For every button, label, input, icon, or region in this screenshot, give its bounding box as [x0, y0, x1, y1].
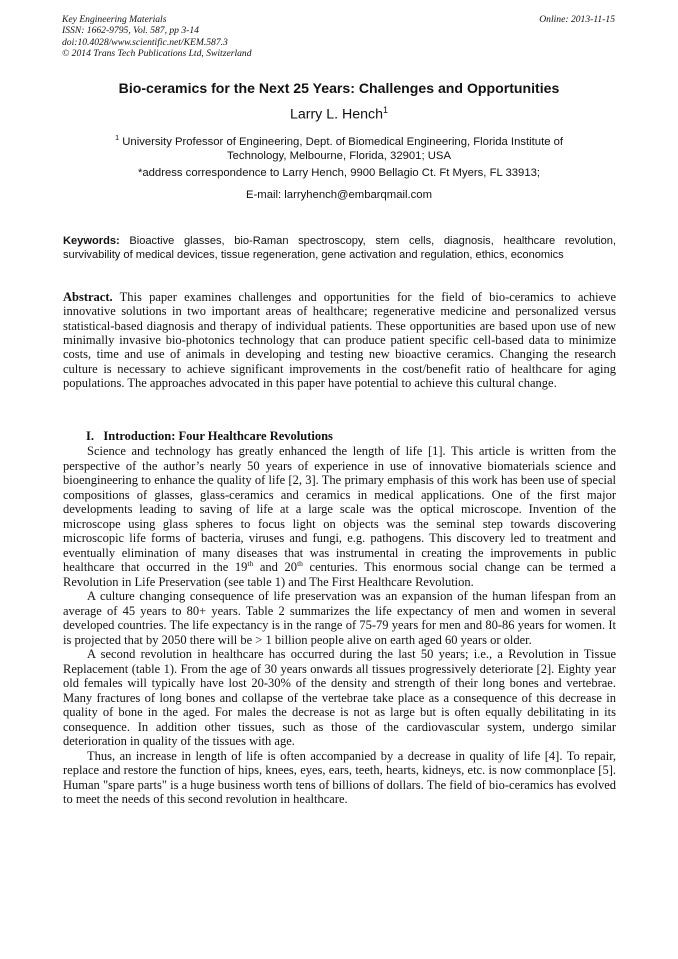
author-superscript: 1: [383, 105, 389, 115]
superscript-th-2: th: [297, 558, 303, 568]
author-line: [0, 105, 678, 123]
abstract-block: [63, 290, 616, 390]
body-text: [63, 444, 616, 807]
doi-line: doi:10.4028/www.scientific.net/KEM.587.3: [62, 36, 228, 48]
keywords-text: Bioactive glasses, bio-Raman spectroscopy, stem cells, diagnosis, healthcare revolution, survivability of medical devices, tissue regeneration, gene activation and regulation, ethics, economics: [63, 235, 616, 262]
paper-title: Bio-ceramics for the Next 25 Years: Challenges and Opportunities: [118, 80, 560, 96]
keywords-label: Keywords:: [63, 235, 120, 247]
correspondence: *address correspondence to Larry Hench, 9900 Bellagio Ct. Ft Myers, FL 33913;: [137, 167, 541, 179]
section-heading: [86, 429, 333, 444]
abstract-text: This paper examines challenges and opportunities for the field of bio-ceramics to achieve innovative solutions in two important areas of healthcare; regenerative medicine and personalized versus statistical-based diagnosis and therapy of individual patients. These opportunities are based upon use of new minimally invasive bio-photonics technology that can produce patient specific cell-based data to minimize costs, time and use of animals in developing and testing new bioactive ceramics. Changing the research culture is necessary to achieve significant improvements in the cost/benefit ratio of healthcare for aging populations. The approaches advocated in this paper have potential to achieve this cultural change.: [63, 290, 616, 391]
author-name: Larry L. Hench: [289, 106, 384, 123]
paragraph-1-part-a: Science and technology has greatly enhanced the length of life [1]. This article is written from the perspective of the author’s nearly 50 years of experience in use of innovative biomaterials science and bioengineering to enhance the quality of life [2, 3]. The primary emphasis of this work has been use of special compositions of glasses, glass-ceramics and ceramics in medical applications. One of the first major developments leading to saving of life at a large scale was the optical microscope. Invention of the microscope using glass spheres to focus light on objects was the seminal step towards discovering microscopic life forms of bacteria, viruses and fungi, e.g. pathogens. This discovery led to treatment and eventually elimination of many diseases that was instrumental in creating the improvements in public healthcare that occurred in the 19: [63, 444, 616, 574]
journal-name: Key Engineering Materials: [62, 14, 167, 25]
journal-header: [62, 14, 252, 59]
paragraph-2: A culture changing consequence of life preservation was an expansion of the human lifespan from an average of 45 years to 80+ years. Table 2 summarizes the life expectancy of men and women in several developed countries. The life expectancy is in the range of 75-79 years for men and 80-86 years for women. It is projected that by 2050 there will be > 1 billion people alive on earth aged 60 years or older.: [63, 589, 616, 647]
section-number: I.: [86, 429, 94, 443]
paragraph-3: A second revolution in healthcare has occurred during the last 50 years; i.e., a Revolution in Tissue Replacement (table 1). From the age of 30 years onwards all tissues progressively deteriorate [2]. Eighty year old females will typically have lost 20-30% of the density and strength of their long bones and vertebrae. Many fractures of long bones and collapse of the vertebrae take place as a consequence of this decrease in quality of bone in the aged. For males the decrease is not as large but is often equally debilitating in its consequence. In addition other tissues, such as those of the cardiovascular system, undergo similar deterioration in quality of the tissues with age.: [63, 647, 616, 748]
issn-line: ISSN: 1662-9795, Vol. 587, pp 3-14: [62, 25, 199, 37]
paragraph-4: Thus, an increase in length of life is often accompanied by a decrease in quality of life [4]. To repair, replace and restore the function of hips, knees, eyes, ears, teeth, hearts, kidneys, etc. is now commonplace [5]. Human "spare parts" is a huge business worth tens of billions of dollars. The field of bio-ceramics has evolved to meet the needs of this second revolution in healthcare.: [63, 748, 616, 806]
email: E-mail: larryhench@embarqmail.com: [246, 189, 432, 201]
keywords-block: [63, 234, 616, 262]
paragraph-1: [63, 444, 616, 589]
paragraph-1-part-b: centuries. This enormous social change can be termed a Revolution in Life Preservation (see table 1) and The First Healthcare Revolution.: [63, 560, 616, 589]
paragraph-1-and: and 20: [253, 560, 298, 574]
section-title: Introduction: Four Healthcare Revolutions: [103, 429, 333, 443]
superscript-th-1: th: [247, 558, 254, 568]
affiliation-superscript: 1: [114, 133, 120, 142]
online-date: Online: 2013-11-15: [539, 14, 615, 25]
copyright-line: © 2014 Trans Tech Publications Ltd, Switzerland: [62, 47, 252, 59]
abstract-label: Abstract.: [63, 290, 113, 304]
affiliation: [85, 131, 593, 164]
affiliation-text: University Professor of Engineering, Dept. of Biomedical Engineering, Florida Institute of Technology, Melbourne, Florida, 32901; USA: [122, 135, 564, 163]
